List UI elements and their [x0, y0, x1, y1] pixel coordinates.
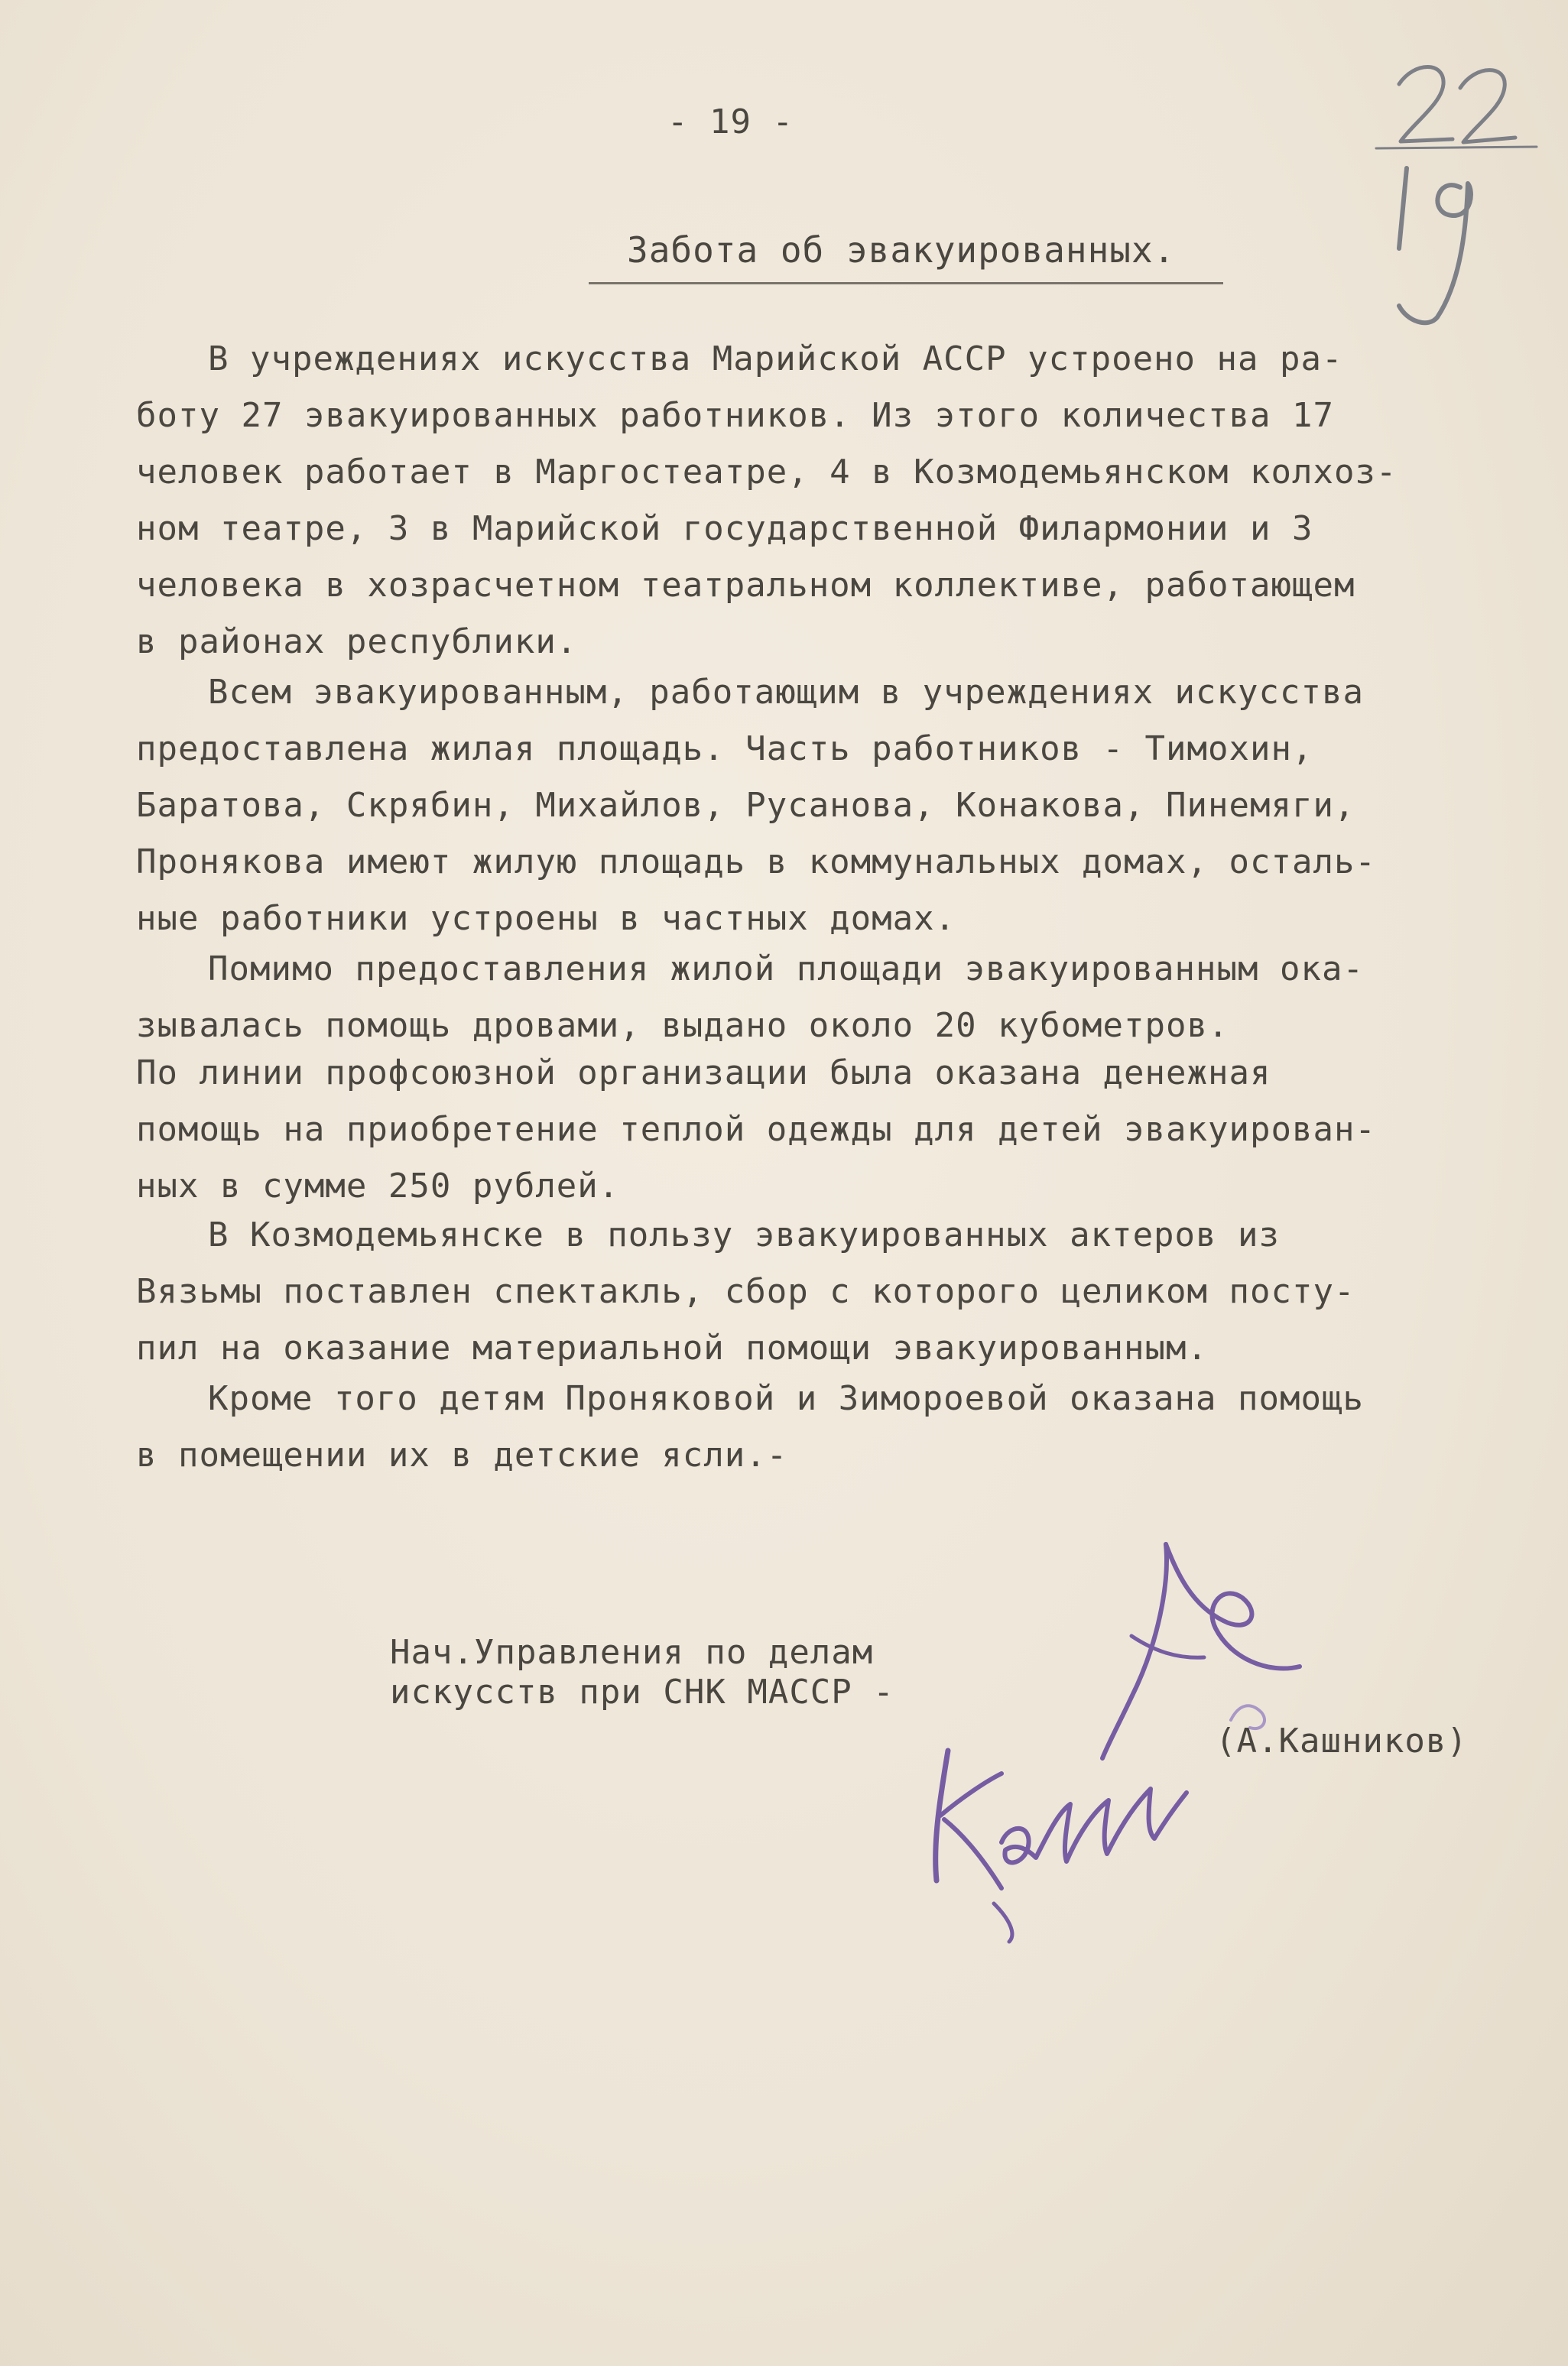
body-line: В Козмодемьянске в пользу эвакуированных актеров из — [208, 1215, 1281, 1254]
title-underline — [589, 282, 1223, 284]
body-line: Кроме того детям Проняковой и Зимороевой оказана помощь — [208, 1379, 1364, 1418]
body-line: помощь на приобретение теплой одежды для детей эвакуирован- — [136, 1110, 1376, 1149]
body-line: предоставлена жилая площадь. Часть работников - Тимохин, — [136, 729, 1313, 768]
document-title: Забота об эвакуированных. — [627, 229, 1176, 271]
body-line: в помещении их в детские ясли.- — [136, 1436, 788, 1475]
body-line: По линии профсоюзной организации была оказана денежная — [136, 1053, 1271, 1092]
body-line: Помимо предоставления жилой площади эвакуированным ока- — [208, 949, 1364, 988]
archive-folio-mark — [1346, 54, 1552, 344]
body-line: в районах республики. — [136, 622, 578, 661]
body-line: ных в сумме 250 рублей. — [136, 1167, 620, 1206]
signatory-position-line1: Нач.Управления по делам — [390, 1633, 874, 1672]
signatory-position-line2: искусств при СНК МАССР - — [390, 1673, 894, 1712]
body-line: зывалась помощь дровами, выдано около 20 кубометров. — [136, 1006, 1229, 1045]
body-line: ном театре, 3 в Марийской государственной Филармонии и 3 — [136, 509, 1313, 548]
body-line: ные работники устроены в частных домах. — [136, 899, 956, 938]
body-line: боту 27 эвакуированных работников. Из этого количества 17 — [136, 396, 1334, 435]
body-line: человека в хозрасчетном театральном коллективе, работающем — [136, 566, 1355, 605]
signatory-name: (А.Кашников) — [1216, 1722, 1468, 1761]
body-line: человек работает в Маргостеатре, 4 в Козмодемьянском колхоз- — [136, 453, 1398, 492]
body-line: пил на оказание материальной помощи эвакуированным. — [136, 1329, 1209, 1368]
page-number: - 19 - — [667, 102, 794, 141]
body-line: В учреждениях искусства Марийской АССР устроено на ра- — [208, 339, 1343, 378]
body-line: Пронякова имеют жилую площадь в коммунальных домах, осталь- — [136, 842, 1376, 881]
body-line: Всем эвакуированным, работающим в учреждениях искусства — [208, 673, 1364, 712]
body-line: Вязьмы поставлен спектакль, сбор с которого целиком посту- — [136, 1272, 1355, 1311]
body-line: Баратова, Скрябин, Михайлов, Русанова, Конакова, Пинемяги, — [136, 786, 1355, 825]
